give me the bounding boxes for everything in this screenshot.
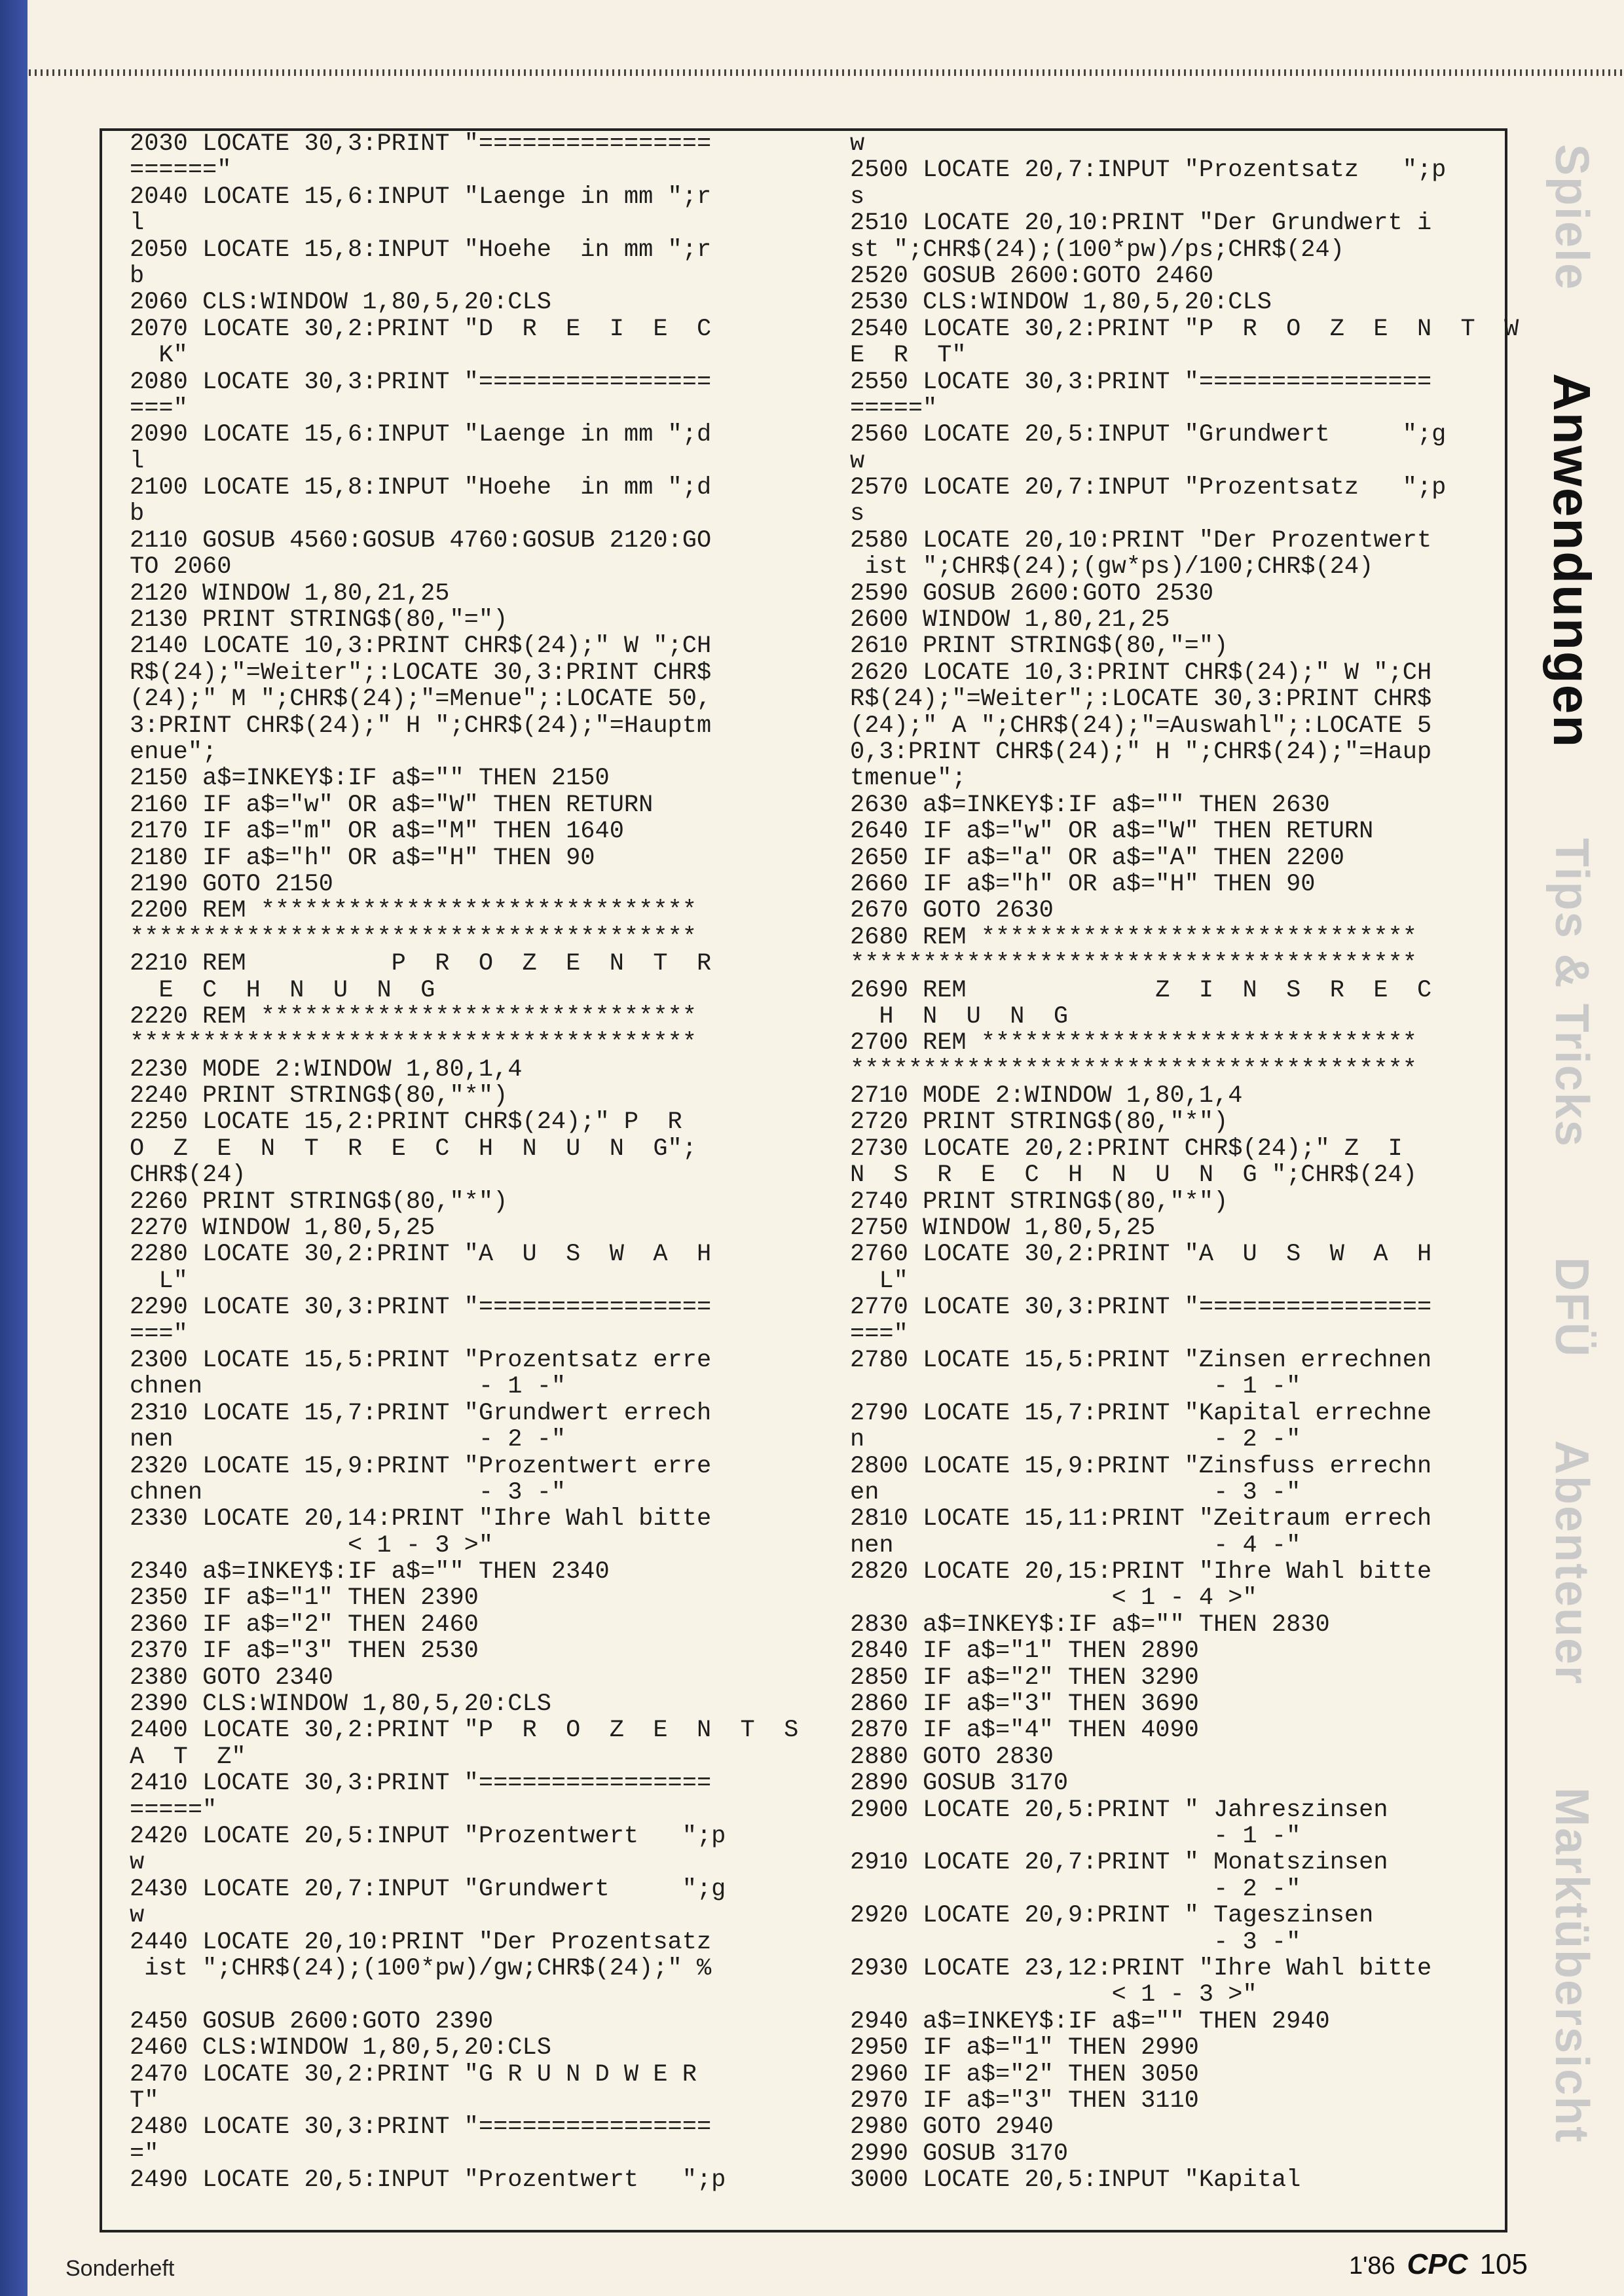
code-line: 2260 PRINT STRING$(80,"*"): [130, 1188, 508, 1216]
code-line: 2520 GOSUB 2600:GOTO 2460: [850, 262, 1214, 290]
code-line: T": [130, 2086, 159, 2115]
code-line: 2810 LOCATE 15,11:PRINT "Zeitraum errech: [850, 1505, 1432, 1533]
code-line: 2670 GOTO 2630: [850, 897, 1054, 925]
code-line: (24);" M ";CHR$(24);"=Menue";:LOCATE 50,: [130, 685, 712, 714]
section-tab-marktuebersicht: Marktübersicht: [1545, 1787, 1598, 2144]
code-line: w: [850, 447, 865, 475]
code-line: - 3 -": [850, 1928, 1301, 1956]
code-line: 2780 LOCATE 15,5:PRINT "Zinsen errechnen: [850, 1346, 1432, 1374]
code-line: 2230 MODE 2:WINDOW 1,80,1,4: [130, 1055, 523, 1084]
code-line: ===": [850, 1320, 908, 1348]
footer-issue-type: Sonderheft: [65, 2256, 175, 2281]
code-line: 2930 LOCATE 23,12:PRINT "Ihre Wahl bitte: [850, 1954, 1432, 1982]
code-line: 2920 LOCATE 20,9:PRINT " Tageszinsen: [850, 1902, 1374, 1930]
code-line: s: [850, 183, 865, 211]
code-line: 2150 a$=INKEY$:IF a$="" THEN 2150: [130, 765, 610, 793]
section-tab-tips-tricks: Tips & Tricks: [1545, 838, 1598, 1148]
code-line: =====": [850, 394, 938, 422]
code-line: 2190 GOTO 2150: [130, 870, 333, 898]
code-line: - 1 -": [850, 1823, 1301, 1850]
code-line: E R T": [850, 342, 967, 370]
code-line: 2250 LOCATE 15,2:PRINT CHR$(24);" P R: [130, 1108, 682, 1137]
code-line: 2600 WINDOW 1,80,21,25: [850, 606, 1170, 634]
code-line: 2330 LOCATE 20,14:PRINT "Ihre Wahl bitte: [130, 1505, 712, 1533]
code-line: 2620 LOCATE 10,3:PRINT CHR$(24);" W ";CH: [850, 659, 1432, 687]
code-line: 2160 IF a$="w" OR a$="W" THEN RETURN: [130, 791, 654, 819]
code-line: 2320 LOCATE 15,9:PRINT "Prozentwert erre: [130, 1452, 712, 1480]
code-line: 2770 LOCATE 30,3:PRINT "================: [850, 1294, 1432, 1322]
code-line: 2910 LOCATE 20,7:PRINT " Monatszinsen: [850, 1849, 1388, 1877]
listing-column-left: [130, 131, 811, 2226]
code-line: 2310 LOCATE 15,7:PRINT "Grundwert errech: [130, 1399, 712, 1427]
code-line: =": [130, 2140, 159, 2168]
code-line: 2730 LOCATE 20,2:PRINT CHR$(24);" Z I: [850, 1135, 1403, 1163]
code-line: l: [130, 447, 145, 475]
section-tab-anwendungen: Anwendungen: [1543, 373, 1601, 749]
code-line: K": [130, 342, 188, 370]
section-index: [1521, 131, 1624, 2252]
code-line: l: [130, 210, 145, 238]
code-line: (24);" A ";CHR$(24);"=Auswahl";:LOCATE 5: [850, 712, 1432, 740]
code-line: - 2 -": [850, 1875, 1301, 1903]
code-line: 2300 LOCATE 15,5:PRINT "Prozentsatz erre: [130, 1346, 712, 1374]
code-line: 2540 LOCATE 30,2:PRINT "P R O Z E N T W: [850, 315, 1519, 343]
code-line: - 1 -": [850, 1373, 1301, 1401]
code-line: 2630 a$=INKEY$:IF a$="" THEN 2630: [850, 791, 1330, 819]
code-line: ist ";CHR$(24);(gw*ps)/100;CHR$(24): [850, 553, 1374, 581]
code-line: 2680 REM ******************************: [850, 923, 1417, 951]
code-line: 2760 LOCATE 30,2:PRINT "A U S W A H: [850, 1241, 1432, 1269]
code-line: 3:PRINT CHR$(24);" H ";CHR$(24);"=Hauptm: [130, 712, 712, 740]
code-line: nen - 2 -": [130, 1426, 566, 1454]
code-line: ===": [130, 1320, 188, 1348]
code-line: 2860 IF a$="3" THEN 3690: [850, 1690, 1199, 1719]
code-line: 2420 LOCATE 20,5:INPUT "Prozentwert ";p: [130, 1823, 726, 1850]
code-line: 2800 LOCATE 15,9:PRINT "Zinsfuss errechn: [850, 1452, 1432, 1480]
code-line: H N U N G: [850, 1002, 1069, 1030]
code-line: 0,3:PRINT CHR$(24);" H ";CHR$(24);"=Haup: [850, 738, 1432, 766]
code-line: 2200 REM ******************************: [130, 897, 697, 925]
code-line: st ";CHR$(24);(100*pw)/ps;CHR$(24): [850, 236, 1344, 264]
code-line: 2400 LOCATE 30,2:PRINT "P R O Z E N T S: [130, 1717, 799, 1745]
code-line: R$(24);"=Weiter";:LOCATE 30,3:PRINT CHR$: [130, 659, 712, 687]
code-line: < 1 - 3 >": [130, 1531, 494, 1559]
code-line: 2890 GOSUB 3170: [850, 1770, 1069, 1798]
code-line: 2940 a$=INKEY$:IF a$="" THEN 2940: [850, 2007, 1330, 2035]
code-line: 2750 WINDOW 1,80,5,25: [850, 1214, 1156, 1243]
code-line: ist ";CHR$(24);(100*pw)/gw;CHR$(24);" %: [130, 1954, 712, 1982]
code-line: 2820 LOCATE 20,15:PRINT "Ihre Wahl bitte: [850, 1558, 1432, 1586]
code-line: L": [130, 1267, 188, 1295]
code-line: [130, 1982, 811, 2008]
code-line: 2980 GOTO 2940: [850, 2113, 1054, 2141]
code-line: 2790 LOCATE 15,7:PRINT "Kapital errechne: [850, 1399, 1432, 1427]
code-line: 2390 CLS:WINDOW 1,80,5,20:CLS: [130, 1690, 551, 1719]
code-line: 2180 IF a$="h" OR a$="H" THEN 90: [130, 844, 595, 872]
listing-column-right: [850, 131, 1531, 2226]
code-line: ***************************************: [850, 1055, 1417, 1084]
code-line: CHR$(24): [130, 1161, 246, 1190]
code-line: nen - 4 -": [850, 1531, 1301, 1559]
code-line: 2280 LOCATE 30,2:PRINT "A U S W A H: [130, 1241, 712, 1269]
code-line: 2040 LOCATE 15,6:INPUT "Laenge in mm ";r: [130, 183, 712, 211]
code-line: L": [850, 1267, 908, 1295]
code-line: 2480 LOCATE 30,3:PRINT "================: [130, 2113, 712, 2141]
code-line: 2500 LOCATE 20,7:INPUT "Prozentsatz ";p: [850, 156, 1447, 185]
code-line: 2550 LOCATE 30,3:PRINT "================: [850, 368, 1432, 396]
code-line: 2350 IF a$="1" THEN 2390: [130, 1584, 479, 1613]
code-line: 2290 LOCATE 30,3:PRINT "================: [130, 1294, 712, 1322]
code-line: 3000 LOCATE 20,5:INPUT "Kapital: [850, 2166, 1301, 2195]
code-line: 2900 LOCATE 20,5:PRINT " Jahreszinsen: [850, 1796, 1388, 1824]
code-line: 2100 LOCATE 15,8:INPUT "Hoehe in mm ";d: [130, 474, 712, 502]
code-line: N S R E C H N U N G ";CHR$(24): [850, 1161, 1417, 1190]
code-line: s: [850, 500, 865, 528]
code-line: 2220 REM ******************************: [130, 1002, 697, 1030]
section-tab-spiele: Spiele: [1545, 144, 1598, 291]
code-line: 2090 LOCATE 15,6:INPUT "Laenge in mm ";d: [130, 421, 712, 449]
code-line: 2360 IF a$="2" THEN 2460: [130, 1611, 479, 1639]
code-line: 2370 IF a$="3" THEN 2530: [130, 1637, 479, 1666]
code-line: ======": [130, 156, 232, 185]
footer-page-info: [1349, 2248, 1528, 2281]
code-line: 2270 WINDOW 1,80,5,25: [130, 1214, 435, 1243]
code-line: TO 2060: [130, 553, 232, 581]
code-line: w: [130, 1849, 145, 1877]
code-line: 2990 GOSUB 3170: [850, 2140, 1069, 2168]
code-line: 2640 IF a$="w" OR a$="W" THEN RETURN: [850, 818, 1374, 846]
section-tab-dfue: DFÜ: [1545, 1257, 1598, 1358]
code-line: n - 2 -": [850, 1426, 1301, 1454]
code-line: 2210 REM P R O Z E N T R: [130, 950, 712, 978]
code-line: =====": [130, 1796, 217, 1824]
code-line: 2050 LOCATE 15,8:INPUT "Hoehe in mm ";r: [130, 236, 712, 264]
header-dotted-rule: [29, 69, 1624, 76]
code-line: 2450 GOSUB 2600:GOTO 2390: [130, 2007, 494, 2035]
code-line: 2870 IF a$="4" THEN 4090: [850, 1717, 1199, 1745]
edge-color-strip: [0, 0, 28, 2296]
code-line: 2170 IF a$="m" OR a$="M" THEN 1640: [130, 818, 624, 846]
code-line: 2840 IF a$="1" THEN 2890: [850, 1637, 1199, 1666]
code-line: 2340 a$=INKEY$:IF a$="" THEN 2340: [130, 1558, 610, 1586]
code-line: 2580 LOCATE 20,10:PRINT "Der Prozentwert: [850, 526, 1432, 555]
code-line: < 1 - 4 >": [850, 1584, 1257, 1613]
code-line: 2700 REM ******************************: [850, 1029, 1417, 1057]
code-line: b: [130, 262, 145, 290]
code-line: 2710 MODE 2:WINDOW 1,80,1,4: [850, 1082, 1243, 1110]
code-line: ***************************************: [130, 1029, 697, 1057]
code-line: ***************************************: [850, 950, 1417, 978]
footer-magazine-logo: CPC: [1407, 2248, 1468, 2280]
code-line: 2660 IF a$="h" OR a$="H" THEN 90: [850, 870, 1316, 898]
code-line: 2510 LOCATE 20,10:PRINT "Der Grundwert i: [850, 210, 1432, 238]
code-line: 2880 GOTO 2830: [850, 1743, 1054, 1771]
code-line: 2030 LOCATE 30,3:PRINT "================: [130, 131, 712, 158]
code-line: 2610 PRINT STRING$(80,"="): [850, 632, 1228, 661]
code-line: 2740 PRINT STRING$(80,"*"): [850, 1188, 1228, 1216]
code-line: < 1 - 3 >": [850, 1981, 1257, 2009]
code-line: 2850 IF a$="2" THEN 3290: [850, 1664, 1199, 1692]
code-line: 2470 LOCATE 30,2:PRINT "G R U N D W E R: [130, 2060, 697, 2088]
code-line: 2070 LOCATE 30,2:PRINT "D R E I E C: [130, 315, 712, 343]
code-line: w: [130, 1902, 145, 1930]
page-number: 105: [1479, 2248, 1528, 2280]
code-line: 2720 PRINT STRING$(80,"*"): [850, 1108, 1228, 1137]
code-line: 2440 LOCATE 20,10:PRINT "Der Prozentsatz: [130, 1928, 712, 1956]
code-line: 2130 PRINT STRING$(80,"="): [130, 606, 508, 634]
code-line: enue";: [130, 738, 217, 766]
code-line: ===": [130, 394, 188, 422]
code-line: chnen - 1 -": [130, 1373, 566, 1401]
code-line: en - 3 -": [850, 1478, 1301, 1506]
code-line: A T Z": [130, 1743, 246, 1771]
code-line: 2060 CLS:WINDOW 1,80,5,20:CLS: [130, 289, 551, 317]
code-line: 2570 LOCATE 20,7:INPUT "Prozentsatz ";p: [850, 474, 1447, 502]
code-line: 2490 LOCATE 20,5:INPUT "Prozentwert ";p: [130, 2166, 726, 2195]
code-line: 2430 LOCATE 20,7:INPUT "Grundwert ";g: [130, 1875, 726, 1903]
code-line: 2120 WINDOW 1,80,21,25: [130, 579, 450, 608]
code-line: 2080 LOCATE 30,3:PRINT "================: [130, 368, 712, 396]
code-line: 2950 IF a$="1" THEN 2990: [850, 2034, 1199, 2062]
code-line: w: [850, 131, 865, 158]
code-line: O Z E N T R E C H N U N G";: [130, 1135, 697, 1163]
code-line: 2530 CLS:WINDOW 1,80,5,20:CLS: [850, 289, 1272, 317]
section-tab-abenteuer: Abenteuer: [1545, 1440, 1598, 1686]
code-line: 2240 PRINT STRING$(80,"*"): [130, 1082, 508, 1110]
code-line: R$(24);"=Weiter";:LOCATE 30,3:PRINT CHR$: [850, 685, 1432, 714]
code-line: 2140 LOCATE 10,3:PRINT CHR$(24);" W ";CH: [130, 632, 712, 661]
code-line: chnen - 3 -": [130, 1478, 566, 1506]
code-line: tmenue";: [850, 765, 967, 793]
code-line: 2650 IF a$="a" OR a$="A" THEN 2200: [850, 844, 1344, 872]
code-line: 2410 LOCATE 30,3:PRINT "================: [130, 1770, 712, 1798]
code-line: E C H N U N G: [130, 976, 435, 1004]
code-line: ***************************************: [130, 923, 697, 951]
code-line: 2590 GOSUB 2600:GOTO 2530: [850, 579, 1214, 608]
code-line: 2960 IF a$="2" THEN 3050: [850, 2060, 1199, 2088]
code-line: 2560 LOCATE 20,5:INPUT "Grundwert ";g: [850, 421, 1447, 449]
code-line: b: [130, 500, 145, 528]
footer-issue: 1'86: [1349, 2252, 1395, 2280]
code-line: 2830 a$=INKEY$:IF a$="" THEN 2830: [850, 1611, 1330, 1639]
code-line: 2970 IF a$="3" THEN 3110: [850, 2086, 1199, 2115]
code-line: 2110 GOSUB 4560:GOSUB 4760:GOSUB 2120:GO: [130, 526, 712, 555]
code-line: 2460 CLS:WINDOW 1,80,5,20:CLS: [130, 2034, 551, 2062]
code-line: 2380 GOTO 2340: [130, 1664, 333, 1692]
code-line: 2690 REM Z I N S R E C: [850, 976, 1432, 1004]
